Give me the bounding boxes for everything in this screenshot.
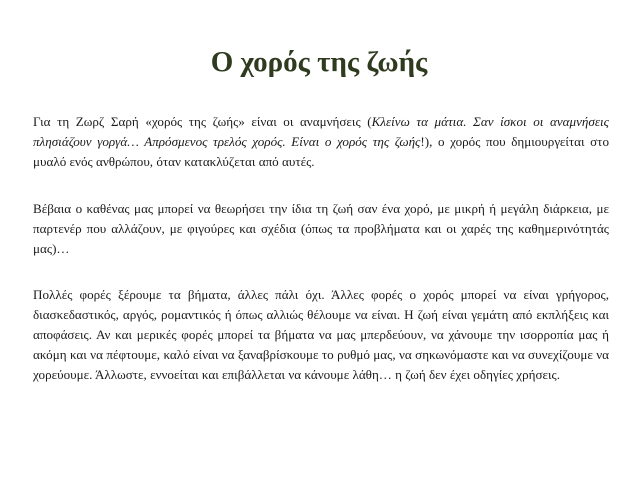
paragraph-3 (33, 285, 609, 385)
paragraph-1 (33, 112, 609, 172)
slide-title: Ο χορός της ζωής (210, 46, 428, 78)
paragraph-1-quote: Κλείνω τα μάτια. Σαν ίσκοι οι αναμνήσεις πλησιάζουν γοργά… Απρόσμενος τρελός χορός. Είναι ο χορός της ζωής (33, 114, 609, 149)
paragraph-3-text: Πολλές φορές ξέρουμε τα βήματα, άλλες πάλι όχι. Άλλες φορές ο χορός μπορεί να είναι γρήγορος, διασκεδαστικός, αργός, ρομαντικός ή όπως αλλιώς θέλουμε να είναι. Η ζωή είναι γεμάτη από εκπλήξεις και αποφάσεις. Αν και μερικές φορές μπορεί τα βήματα να μας μπερδεύουν, να χάνουμε την ισορροπία μας ή ακόμη και να πέφτουμε, καλό είναι να ξαναβρίσκουμε το ρυθμό μας, να σηκωνόμαστε και να συνεχίζουμε να χορεύουμε. Άλλωστε, εννοείται και επιβάλλεται να κάνουμε λάθη… η ζωή δεν έχει οδηγίες χρήσεις. (33, 287, 609, 382)
paragraph-1-text-a: Για τη Ζωρζ Σαρή «χορός της ζωής» είναι οι αναμνήσεις ( (33, 114, 372, 129)
paragraph-1-text-b: !), ο χορός που δημιουργείται στο μυαλό ενός ανθρώπου, όταν κατακλύζεται από αυτές. (33, 134, 609, 169)
paragraph-2 (33, 199, 609, 259)
paragraph-2-text: Βέβαια ο καθένας μας μπορεί να θεωρήσει την ίδια τη ζωή σαν ένα χορό, με μικρή ή μεγάλη διάρκεια, με παρτενέρ που αλλάζουν, με φιγούρες και σχέδια (όπως τα προβλήματα και οι χαρές της καθημερινότητάς μας)… (33, 201, 609, 256)
